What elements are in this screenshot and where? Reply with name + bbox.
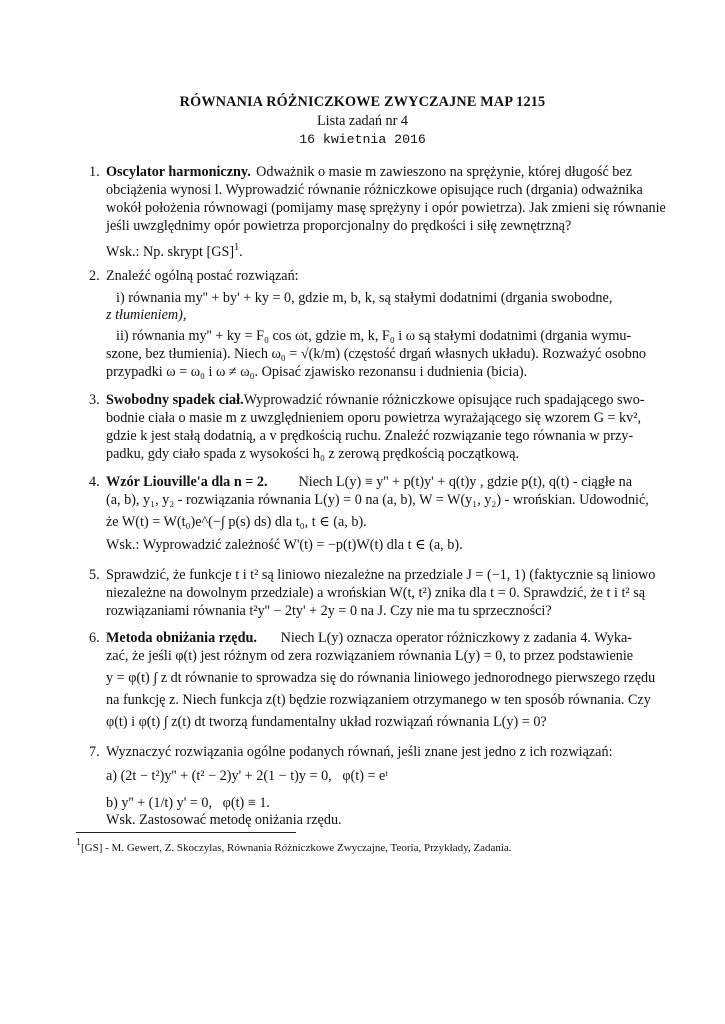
problem-6-line-3: y = φ(t) ∫ z dt równanie to sprowadza się do równania liniowego jednorodnego pierwszego rzędu [106, 670, 656, 686]
problem-2-number: 2. [89, 268, 100, 284]
problem-3-line-1: Swobodny spadek ciał. Wyprowadzić równanie różniczkowe opisujące ruch spadającego swo- [106, 392, 645, 408]
problem-4-hint: Wsk.: Wyprowadzić zależność W'(t) = −p(t)W(t) dla t ∈ (a, b). [106, 537, 463, 553]
problem-6-line-2: zać, że jeśli φ(t) jest różnym od zera rozwiązaniem równania L(y) = 0, to przez podstawienie [106, 648, 634, 664]
problem-6-line-1: Metoda obniżania rzędu. Niech L(y) oznacza operator różniczkowy z zadania 4. Wyka- [106, 630, 632, 646]
problem-4-line-3: że W(t) = W(t₀)e^(−∫ p(s) ds) dla t₀, t ∈ (a, b). [106, 514, 367, 530]
problem-5-line-3: rozwiązaniami równania t²y'' − 2ty' + 2y = 0 na J. Czy nie ma tu sprzeczności? [106, 603, 552, 619]
problem-5-line-2: niezależne na dowolnym przedziale) a wrońskian W(t, t²) znika dla t = 0. Sprawdzić, że t i t² są [106, 585, 646, 601]
sheet-subtitle: Lista zadań nr 4 [317, 113, 408, 129]
problem-7-hint: Wsk. Zastosować metodę oniżania rzędu. [106, 812, 342, 828]
problem-3-line-4: padku, gdy ciało spada z wysokości h₀ z zerową prędkością początkową. [106, 446, 520, 462]
problem-4-line-2: (a, b), y₁, y₂ - rozwiązania równania L(y) = 0 na (a, b), W = W(y₁, y₂) - wrońskian. Udowodnić, [106, 492, 649, 508]
problem-7-item-b: b) y'' + (1/t) y' = 0, φ(t) ≡ 1. [106, 795, 270, 811]
problem-2-item-ii-end: przypadki ω = ω₀ i ω ≠ ω₀. Opisać zjawisko rezonansu i dudnienia (bicia). [106, 364, 528, 380]
problem-3-line-3: gdzie k jest stałą dodatnią, a v prędkością ruchu. Znaleźć rozwiązanie tego równania w przy- [106, 428, 634, 444]
footnote: 1[GS] - M. Gewert, Z. Skoczylas, Równania Różniczkowe Zwyczajne, Teoria, Przykłady, Zadania. [76, 837, 512, 854]
problem-1-line-1 [106, 164, 632, 181]
problem-1-line-4: jeśli uwzględnimy opór powietrza proporcjonalny do prędkości i siłę zewnętrzną? [106, 218, 572, 234]
problem-4-heading: Wzór Liouville'a dla n = 2. [106, 474, 268, 490]
problem-3-line-2: bodnie ciała o masie m z uwzględnieniem oporu powietrza wyrażającego się wzorem G = kv², [106, 410, 642, 426]
problem-1-line-3: wokół położenia równowagi (pomijamy masę sprężyny i opór powietrza). Jak zmieni się równanie [106, 200, 666, 216]
problem-2-item-i-cont: z tłumieniem), [106, 307, 187, 323]
problem-7-item-a: a) (2t − t²)y'' + (t² − 2)y' + 2(1 − t)y = 0, φ(t) = eᵗ [106, 768, 389, 784]
problem-2-item-ii: ii) równania my'' + ky = F₀ cos ωt, gdzie m, k, F₀ i ω są stałymi dodatnimi (drgania wymu- [116, 328, 632, 344]
problem-7-line-1: Wyznaczyć rozwiązania ogólne podanych równań, jeśli znane jest jedno z ich rozwiązań: [106, 744, 613, 760]
problem-1-heading: Oscylator harmoniczny. [106, 164, 251, 180]
problem-5-number: 5. [89, 567, 100, 583]
problem-1-hint: Wsk.: Np. skrypt [GS]$^1$. [106, 242, 243, 260]
problem-1-number: 1. [89, 164, 100, 180]
problem-2-item-ii-cont: szone, bez tłumienia). Niech ω₀ = √(k/m) (częstość drgań własnych układu). Rozważyć osobno [106, 346, 647, 362]
sheet-date: 16 kwietnia 2016 [299, 132, 426, 147]
footnote-divider [76, 832, 296, 833]
problem-3-heading: Swobodny spadek ciał. [106, 392, 244, 408]
problem-6-number: 6. [89, 630, 100, 646]
problem-6-line-5: φ(t) i φ(t) ∫ z(t) dt tworzą fundamentalny układ rozwiązań równania L(y) = 0? [106, 714, 547, 730]
problem-2-line-1: Znaleźć ogólną postać rozwiązań: [106, 268, 299, 284]
problem-3-number: 3. [89, 392, 100, 408]
problem-1-line-2: obciążenia wynosi l. Wyprowadzić równanie różniczkowe opisujące ruch (drgania) odważnika [106, 182, 643, 198]
sheet-title: RÓWNANIA RÓŻNICZKOWE ZWYCZAJNE MAP 1215 [179, 94, 546, 110]
problem-6-heading: Metoda obniżania rzędu. [106, 630, 257, 646]
problem-4-line-1: Wzór Liouville'a dla n = 2. Niech L(y) ≡ y'' + p(t)y' + q(t)y , gdzie p(t), q(t) - ciągłe na [106, 474, 632, 490]
problem-6-line-4: na funkcję z. Niech funkcja z(t) będzie rozwiązaniem otrzymanego w ten sposób równania. Czy [106, 692, 651, 708]
problem-7-number: 7. [89, 744, 100, 760]
problem-4-number: 4. [89, 474, 100, 490]
problem-1-text: Odważnik o masie m zawieszono na sprężynie, której długość bez [256, 164, 632, 180]
problem-5-line-1: Sprawdzić, że funkcje t i t² są liniowo niezależne na przedziale J = (−1, 1) (faktycznie są liniowo [106, 567, 656, 583]
problem-2-item-i: i) równania my'' + by' + ky = 0, gdzie m, b, k, są stałymi dodatnimi (drgania swobodne, [116, 290, 613, 306]
